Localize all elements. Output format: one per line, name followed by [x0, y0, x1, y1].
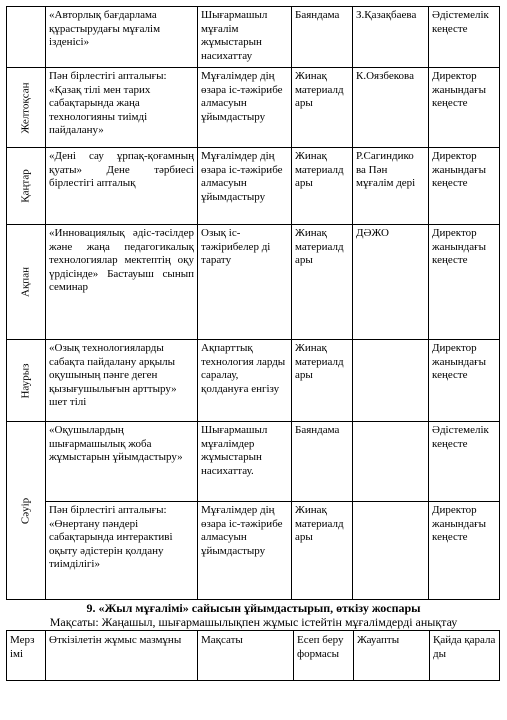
- where-cell: Әдістемелік кеңесте: [429, 7, 500, 68]
- header-cell: Қайда қарала ды: [430, 631, 500, 681]
- header-cell: Жауапты: [354, 631, 430, 681]
- form-cell: Жинақ материалд ары: [292, 225, 353, 340]
- work-cell: Пән бірлестігі апталығы: «Өнертану пәндері сабақтарында интерактиві оқыту әдістерін қолдану тиімділігі»: [46, 502, 198, 600]
- form-cell: Баяндама: [292, 422, 353, 502]
- contest-plan-table: [6, 630, 500, 681]
- table-row: [7, 502, 500, 600]
- table-row: [7, 340, 500, 422]
- where-cell: Әдістемелік кеңесте: [429, 422, 500, 502]
- month-cell: [7, 225, 46, 340]
- month-label: Ақпан: [19, 267, 32, 297]
- work-cell: «Дені сау ұрпақ-қоғамның қуаты» Дене тәрбиесі бірлестігі апталық: [46, 148, 198, 225]
- where-cell: Директор жанындағы кеңесте: [429, 225, 500, 340]
- form-cell: Жинақ материалд ары: [292, 340, 353, 422]
- month-cell: [7, 68, 46, 148]
- where-cell: Директор жанындағы кеңесте: [429, 340, 500, 422]
- month-cell: [7, 422, 46, 600]
- responsible-cell: З.Қазақбаева: [353, 7, 429, 68]
- table-row: [7, 225, 500, 340]
- table-header-row: [7, 631, 500, 681]
- month-label: Желтоқсан: [19, 82, 32, 133]
- table-row: [7, 148, 500, 225]
- work-cell: Пән бірлестігі апталығы: «Қазақ тілі мен тарих сабақтарында жаңа технологияны тиімді пайдалану»: [46, 68, 198, 148]
- header-cell: Мерз імі: [7, 631, 46, 681]
- goal-cell: Мұғалімдер дің өзара іс-тәжірибе алмасуын ұйымдастыру: [198, 148, 292, 225]
- goal-cell: Озық іс-тәжірибелер ді тарату: [198, 225, 292, 340]
- form-cell: Жинақ материалд ары: [292, 68, 353, 148]
- responsible-cell: ДӘЖО: [353, 225, 429, 340]
- responsible-cell: К.Оязбекова: [353, 68, 429, 148]
- goal-cell: Мұғалімдер дің өзара іс-тәжірибе алмасуын ұйымдастыру: [198, 68, 292, 148]
- goal-cell: Шығармашыл мұғалім жұмыстарын насихаттау: [198, 7, 292, 68]
- goal-cell: Ақпарттық технология ларды саралау, қолдануға енгізу: [198, 340, 292, 422]
- month-label: Сәуір: [19, 497, 32, 524]
- table-row: [7, 68, 500, 148]
- work-cell: «Инновациялық әдіс-тәсілдер және жаңа педагогикалық технологиялар мектептің оқу үрдісінде» Бастауыш сынып семинар: [46, 225, 198, 340]
- section-title: 9. «Жыл мұғалімі» сайысын ұйымдастырып, өткізу жоспары: [86, 601, 421, 615]
- where-cell: Директор жанындағы кеңесте: [429, 502, 500, 600]
- responsible-cell: [353, 340, 429, 422]
- plan-table: [6, 6, 500, 600]
- table-row: [7, 422, 500, 502]
- goal-cell: Мұғалімдер дің өзара іс-тәжірибе алмасуын ұйымдастыру: [198, 502, 292, 600]
- form-cell: Жинақ материалд ары: [292, 502, 353, 600]
- header-cell: Мақсаты: [198, 631, 294, 681]
- month-cell: [7, 7, 46, 68]
- responsible-cell: [353, 422, 429, 502]
- form-cell: Баяндама: [292, 7, 353, 68]
- table-row: [7, 7, 500, 68]
- work-cell: «Оқушылардың шығармашылық жоба жұмыстарын ұйымдастыру»: [46, 422, 198, 502]
- goal-cell: Шығармашыл мұғалімдер жұмыстарын насихаттау.: [198, 422, 292, 502]
- where-cell: Директор жанындағы кеңесте: [429, 148, 500, 225]
- section-subtitle: Мақсаты: Жаңашыл, шығармашылықпен жұмыс істейтін мұғалімдерді анықтау: [49, 615, 458, 629]
- header-cell: Өткізілетін жұмыс мазмұны: [46, 631, 198, 681]
- responsible-cell: [353, 502, 429, 600]
- form-cell: Жинақ материалд ары: [292, 148, 353, 225]
- month-label: Қаңтар: [19, 169, 32, 203]
- header-cell: Есеп беру формасы: [294, 631, 354, 681]
- month-cell: [7, 148, 46, 225]
- work-cell: «Авторлық бағдарлама құрастырудағы мұғалім ізденісі»: [46, 7, 198, 68]
- where-cell: Директор жанындағы кеңесте: [429, 68, 500, 148]
- month-cell: [7, 340, 46, 422]
- month-label: Наурыз: [19, 362, 32, 399]
- work-cell: «Озық технологияларды сабақта пайдалану арқылы оқушының пәнге деген қызығушылығын арттыру» шет тілі: [46, 340, 198, 422]
- responsible-cell: Р.Сагиндико ва Пән мұғалім дері: [353, 148, 429, 225]
